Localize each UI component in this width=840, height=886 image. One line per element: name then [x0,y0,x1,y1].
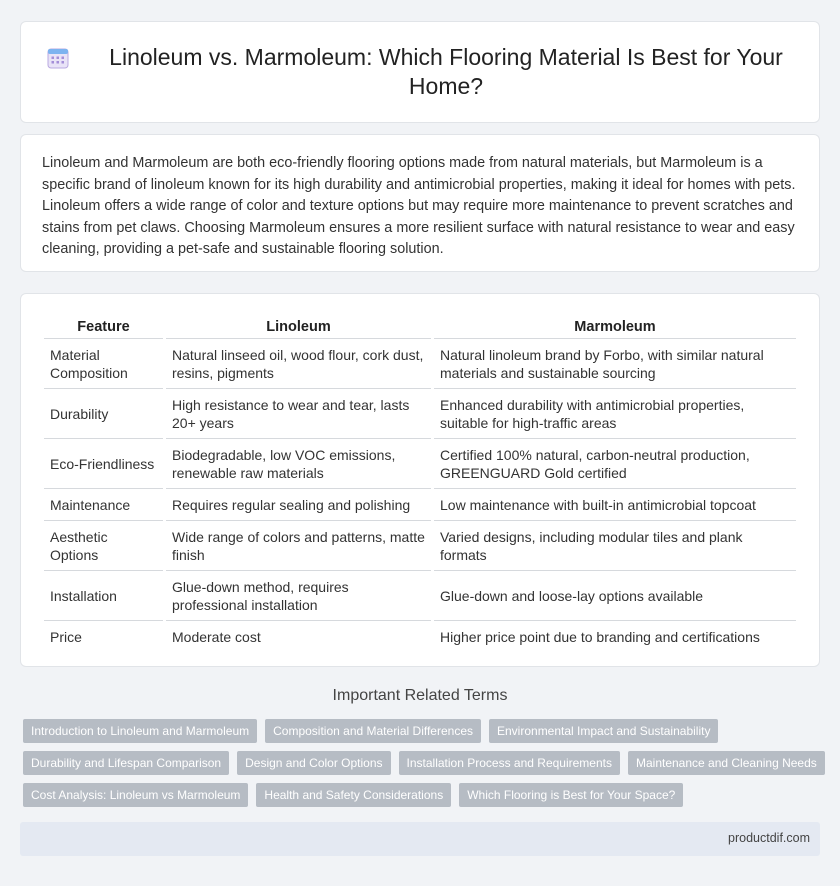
feature-cell: Maintenance [44,489,163,521]
linoleum-cell: Biodegradable, low VOC emissions, renewable raw materials [166,439,431,489]
page-title: Linoleum vs. Marmoleum: Which Flooring Material Is Best for Your Home? [109,44,783,99]
table-row [44,389,796,439]
intro-card [20,134,820,272]
marmoleum-cell: Low maintenance with built-in antimicrobial topcoat [434,489,796,521]
related-terms-tags [23,719,823,815]
marmoleum-cell: Enhanced durability with antimicrobial properties, suitable for high-traffic areas [434,389,796,439]
feature-cell: Aesthetic Options [44,521,163,571]
footer [20,822,820,856]
related-term-tag[interactable]: Environmental Impact and Sustainability [489,719,718,743]
related-term-tag[interactable]: Which Flooring is Best for Your Space? [459,783,683,807]
linoleum-cell: Requires regular sealing and polishing [166,489,431,521]
feature-cell: Material Composition [44,339,163,389]
linoleum-cell: Moderate cost [172,629,261,645]
feature-cell: Installation [44,571,163,621]
tag-row [23,719,823,743]
comparison-table-card [20,293,820,667]
title-card [20,21,820,123]
table-row [44,489,796,521]
calendar-icon [47,47,69,69]
related-term-tag[interactable]: Composition and Material Differences [265,719,481,743]
tag-row [23,751,823,775]
marmoleum-cell: Natural linoleum brand by Forbo, with similar natural materials and sustainable sourcing [434,339,796,389]
table-row [44,571,796,621]
tag-row [23,783,823,807]
related-term-tag[interactable]: Design and Color Options [237,751,390,775]
table-row [44,439,796,489]
marmoleum-cell: Certified 100% natural, carbon-neutral production, GREENGUARD Gold certified [434,439,796,489]
footer-site-link[interactable]: productdif.com [728,831,810,845]
feature-cell: Price [50,629,82,645]
related-term-tag[interactable]: Introduction to Linoleum and Marmoleum [23,719,257,743]
linoleum-cell: High resistance to wear and tear, lasts 20+ years [166,389,431,439]
related-terms-title: Important Related Terms [332,687,508,704]
related-term-tag[interactable]: Durability and Lifespan Comparison [23,751,229,775]
table-row [44,339,796,389]
table-header-row [44,314,796,339]
linoleum-cell: Glue-down method, requires professional installation [166,571,431,621]
intro-paragraph: Linoleum and Marmoleum are both eco-friendly flooring options made from natural materials, but Marmoleum is a specific brand of linoleum known for its high durability and antimicrobial properties, making it ideal for homes with pets. Linoleum offers a wide range of color and texture options but may require more maintenance to prevent scratches and stains from pet claws. Choosing Marmoleum ensures a more resilient surface with natural resistance to wear and easy cleaning, providing a pet-safe and sustainable flooring solution. [42,155,796,257]
related-term-tag[interactable]: Health and Safety Considerations [256,783,451,807]
header-marmoleum: Marmoleum [434,314,796,339]
related-term-tag[interactable]: Maintenance and Cleaning Needs [628,751,825,775]
table-row [44,621,796,652]
linoleum-cell: Wide range of colors and patterns, matte finish [166,521,431,571]
feature-cell: Durability [44,389,163,439]
header-linoleum: Linoleum [166,314,431,339]
marmoleum-cell: Higher price point due to branding and certifications [440,629,760,645]
marmoleum-cell: Glue-down and loose-lay options available [434,571,796,621]
comparison-table [41,314,799,652]
related-term-tag[interactable]: Installation Process and Requirements [399,751,620,775]
table-row [44,521,796,571]
related-term-tag[interactable]: Cost Analysis: Linoleum vs Marmoleum [23,783,248,807]
marmoleum-cell: Varied designs, including modular tiles and plank formats [434,521,796,571]
feature-cell: Eco-Friendliness [44,439,163,489]
header-feature: Feature [44,314,163,339]
linoleum-cell: Natural linseed oil, wood flour, cork dust, resins, pigments [166,339,431,389]
